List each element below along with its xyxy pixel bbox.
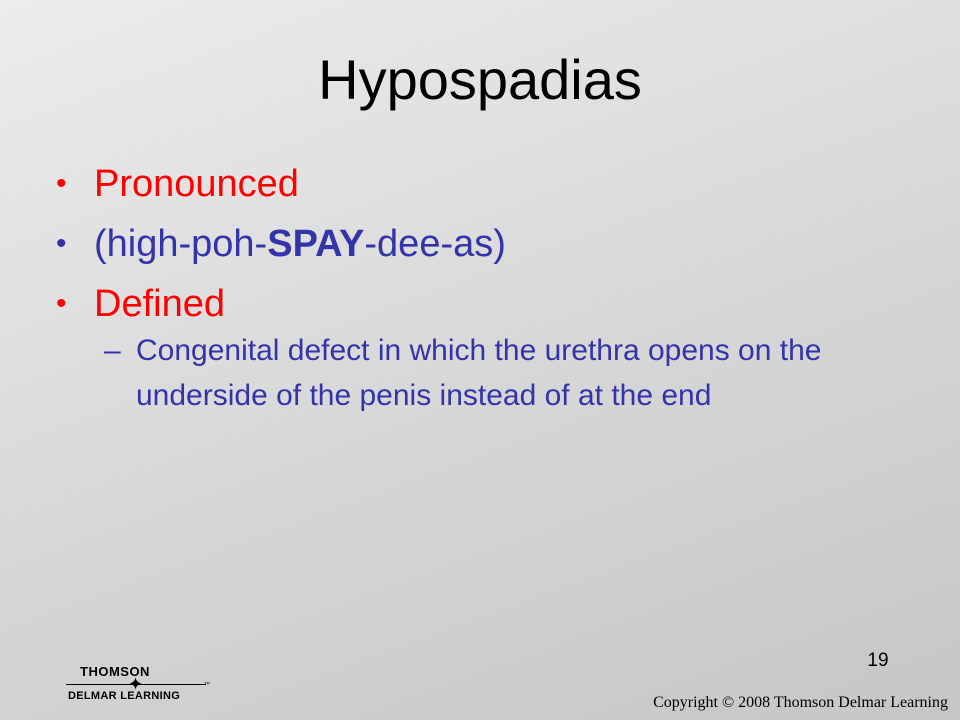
copyright-notice: Copyright © 2008 Thomson Delmar Learning: [653, 694, 948, 711]
pronunciation-stress: SPAY: [267, 223, 365, 265]
bullet-dot-icon: •: [56, 167, 67, 200]
thomson-delmar-logo: [66, 662, 216, 706]
dash-icon: –: [104, 334, 121, 367]
logo-line2: DELMAR LEARNING: [68, 690, 181, 702]
bullet-dot-icon: •: [56, 287, 67, 320]
bullet-pronounced: [56, 160, 916, 208]
logo-star-icon: ✦: [128, 674, 144, 694]
pronunciation-post: -dee-as): [364, 223, 506, 265]
logo-trademark: ™: [204, 682, 210, 688]
definition-sub-bullet: [56, 328, 896, 418]
slide-title: Hypospadias: [318, 48, 642, 111]
logo-line1: THOMSON: [80, 664, 150, 679]
bullet-text: Defined: [94, 283, 225, 325]
bullet-list: [56, 160, 916, 418]
pronunciation-pre: (high-poh-: [94, 223, 268, 265]
bullet-pronunciation: [56, 220, 916, 268]
bullet-text: Pronounced: [94, 163, 299, 205]
definition-text: Congenital defect in which the urethra opens on the underside of the penis instead of at the end: [136, 334, 822, 412]
page-number: 19: [867, 650, 889, 671]
bullet-defined: [56, 280, 916, 328]
bullet-dot-icon: •: [56, 227, 67, 260]
